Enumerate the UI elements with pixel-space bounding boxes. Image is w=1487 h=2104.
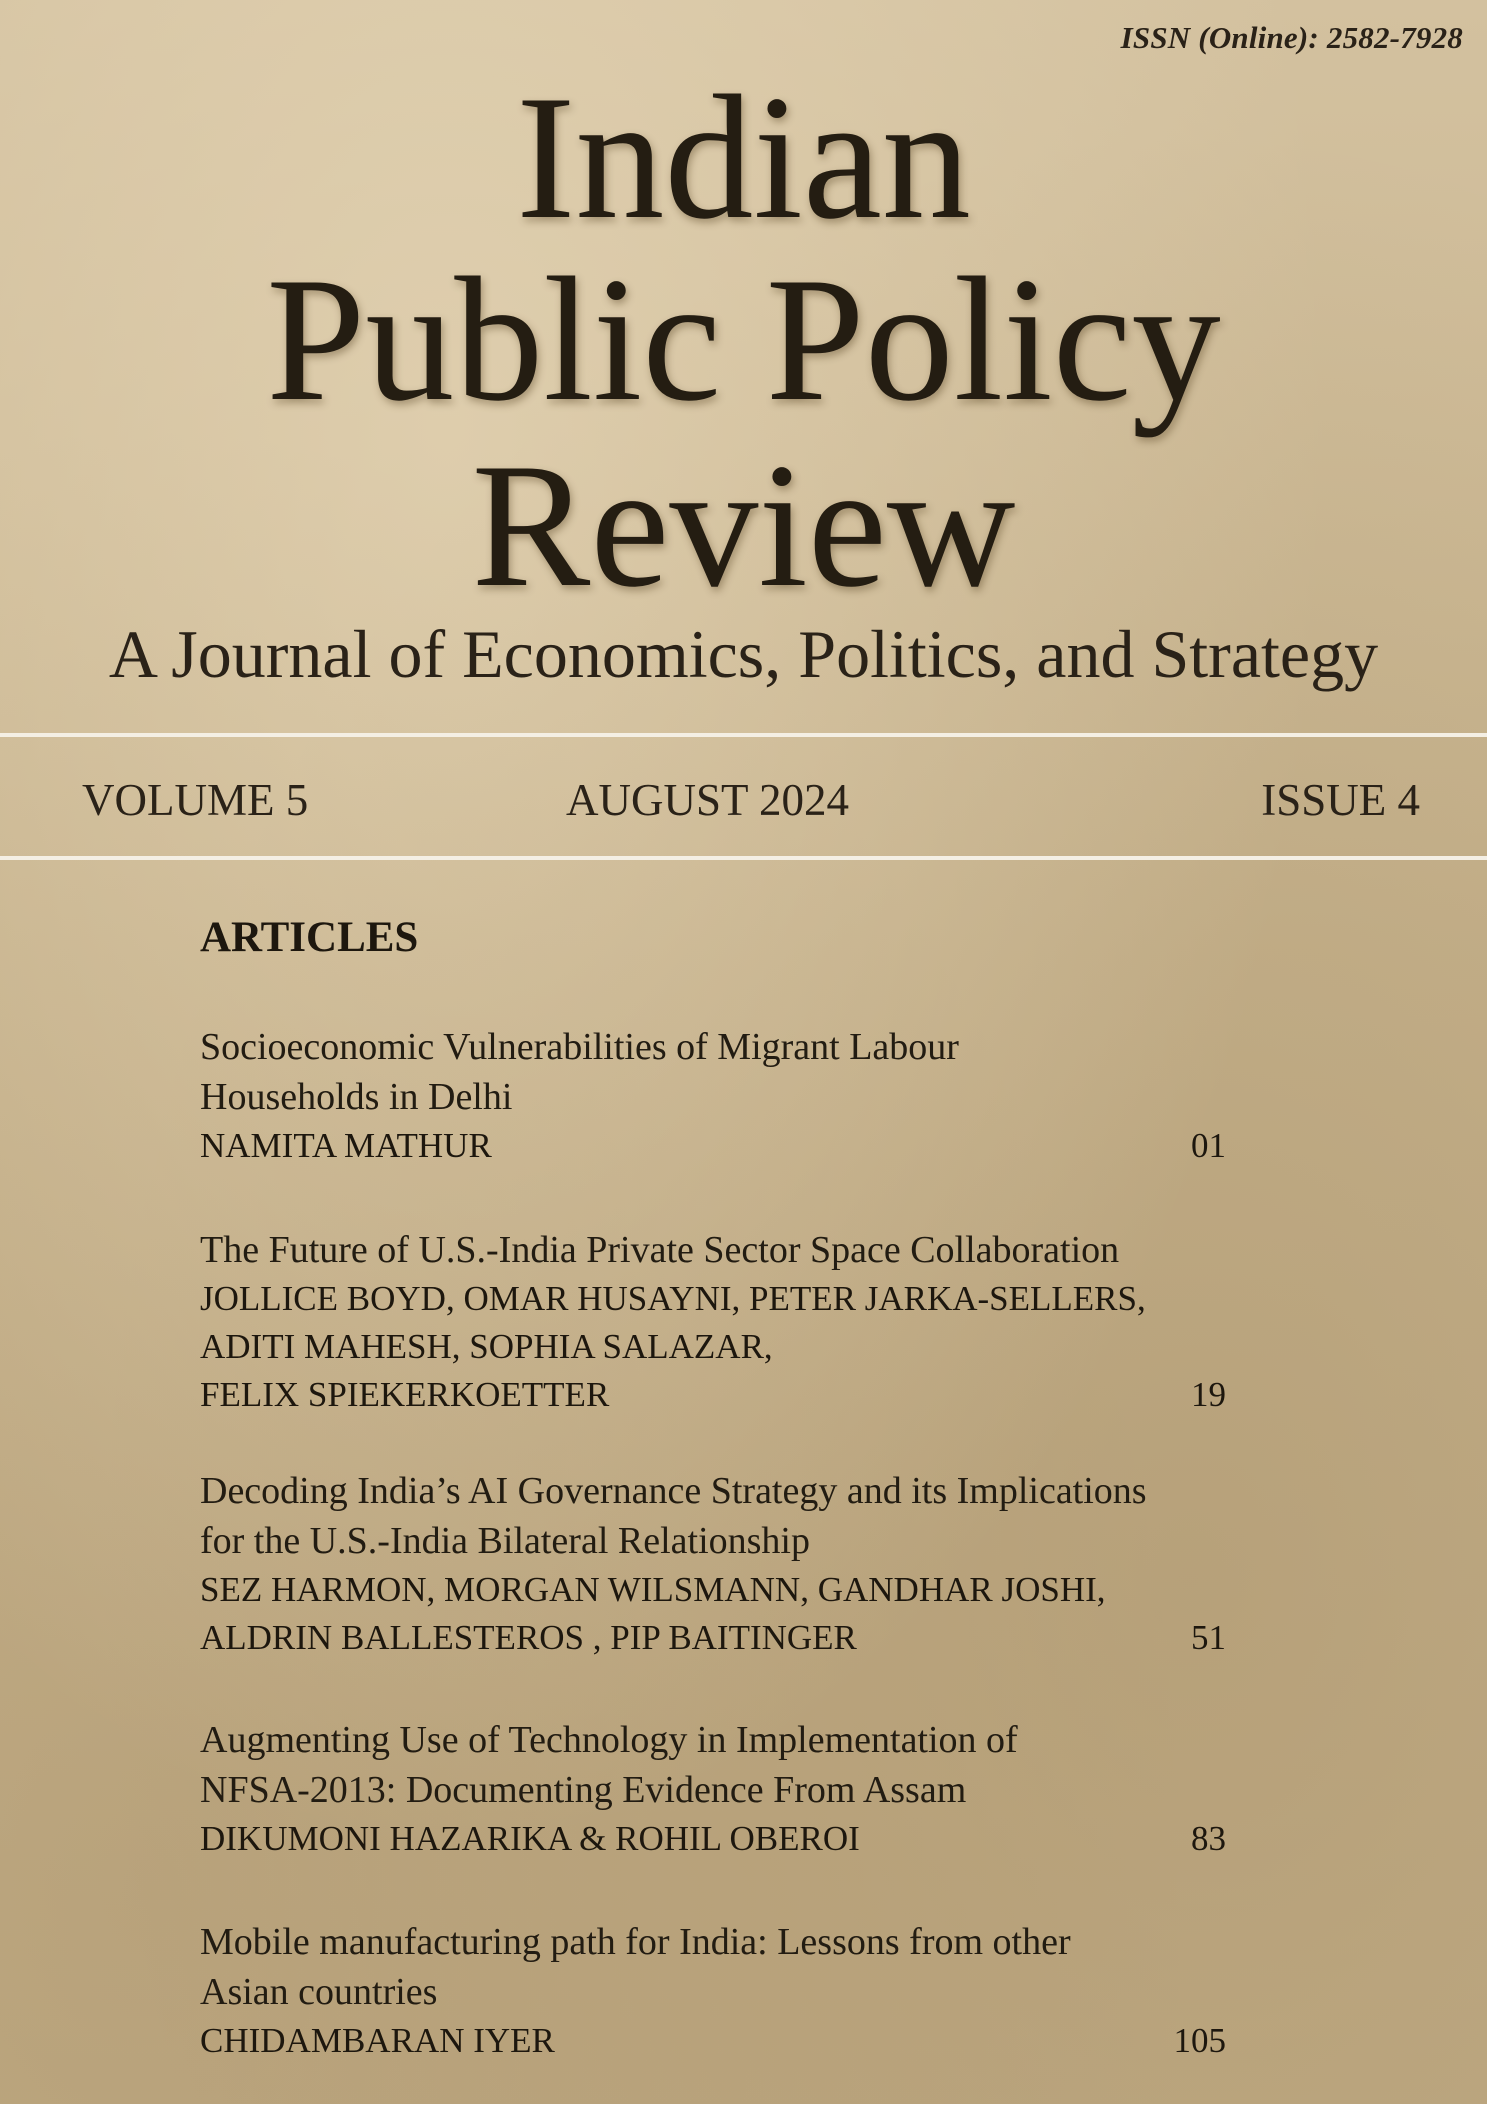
article-authors: NAMITA MATHUR bbox=[200, 1126, 492, 1165]
journal-title-line-1: Indian bbox=[516, 58, 971, 256]
article-authors: ADITI MAHESH, SOPHIA SALAZAR, bbox=[200, 1327, 773, 1366]
article-page-number: 83 bbox=[1191, 1819, 1226, 1858]
article-authors: DIKUMONI HAZARIKA & ROHIL OBEROI bbox=[200, 1819, 860, 1858]
article-entry[interactable] bbox=[200, 1225, 1250, 1419]
article-authors: SEZ HARMON, MORGAN WILSMANN, GANDHAR JOSHI, bbox=[200, 1570, 1106, 1609]
article-entry[interactable] bbox=[200, 1466, 1250, 1662]
article-authors: CHIDAMBARAN IYER bbox=[200, 2021, 555, 2060]
article-title-line: Augmenting Use of Technology in Implementation of bbox=[200, 1719, 1018, 1761]
issn-label: ISSN (Online): 2582-7928 bbox=[1120, 20, 1463, 55]
article-title-line: The Future of U.S.-India Private Sector Space Collaboration bbox=[200, 1229, 1120, 1271]
article-title-line: Households in Delhi bbox=[200, 1076, 513, 1118]
article-page-number: 19 bbox=[1191, 1375, 1226, 1414]
article-entry[interactable] bbox=[200, 1022, 1250, 1170]
article-page-number: 01 bbox=[1191, 1126, 1226, 1165]
article-entry[interactable] bbox=[200, 1917, 1250, 2065]
volume-label: VOLUME 5 bbox=[82, 775, 309, 825]
divider-top bbox=[0, 733, 1487, 737]
journal-title-line-3: Review bbox=[471, 426, 1016, 624]
article-authors: JOLLICE BOYD, OMAR HUSAYNI, PETER JARKA-SELLERS, bbox=[200, 1279, 1146, 1318]
article-authors: ALDRIN BALLESTEROS , PIP BAITINGER bbox=[200, 1618, 857, 1657]
journal-subtitle: A Journal of Economics, Politics, and Strategy bbox=[108, 616, 1379, 692]
article-authors: FELIX SPIEKERKOETTER bbox=[200, 1375, 610, 1414]
article-title-line: NFSA-2013: Documenting Evidence From Assam bbox=[200, 1769, 967, 1811]
journal-title-line-2: Public Policy bbox=[266, 240, 1221, 438]
article-title-line: Socioeconomic Vulnerabilities of Migrant Labour bbox=[200, 1026, 959, 1068]
article-title-line: Mobile manufacturing path for India: Lessons from other bbox=[200, 1921, 1071, 1963]
article-title-line: for the U.S.-India Bilateral Relationship bbox=[200, 1520, 810, 1562]
article-page-number: 105 bbox=[1173, 2021, 1226, 2060]
divider-bottom bbox=[0, 856, 1487, 860]
article-title-line: Asian countries bbox=[200, 1971, 438, 2013]
article-page-number: 51 bbox=[1191, 1618, 1226, 1657]
issue-date: AUGUST 2024 bbox=[566, 775, 849, 825]
section-title: ARTICLES bbox=[200, 914, 419, 961]
issue-number: ISSUE 4 bbox=[1261, 775, 1420, 825]
article-title-line: Decoding India’s AI Governance Strategy and its Implications bbox=[200, 1470, 1147, 1512]
article-entry[interactable] bbox=[200, 1715, 1250, 1863]
